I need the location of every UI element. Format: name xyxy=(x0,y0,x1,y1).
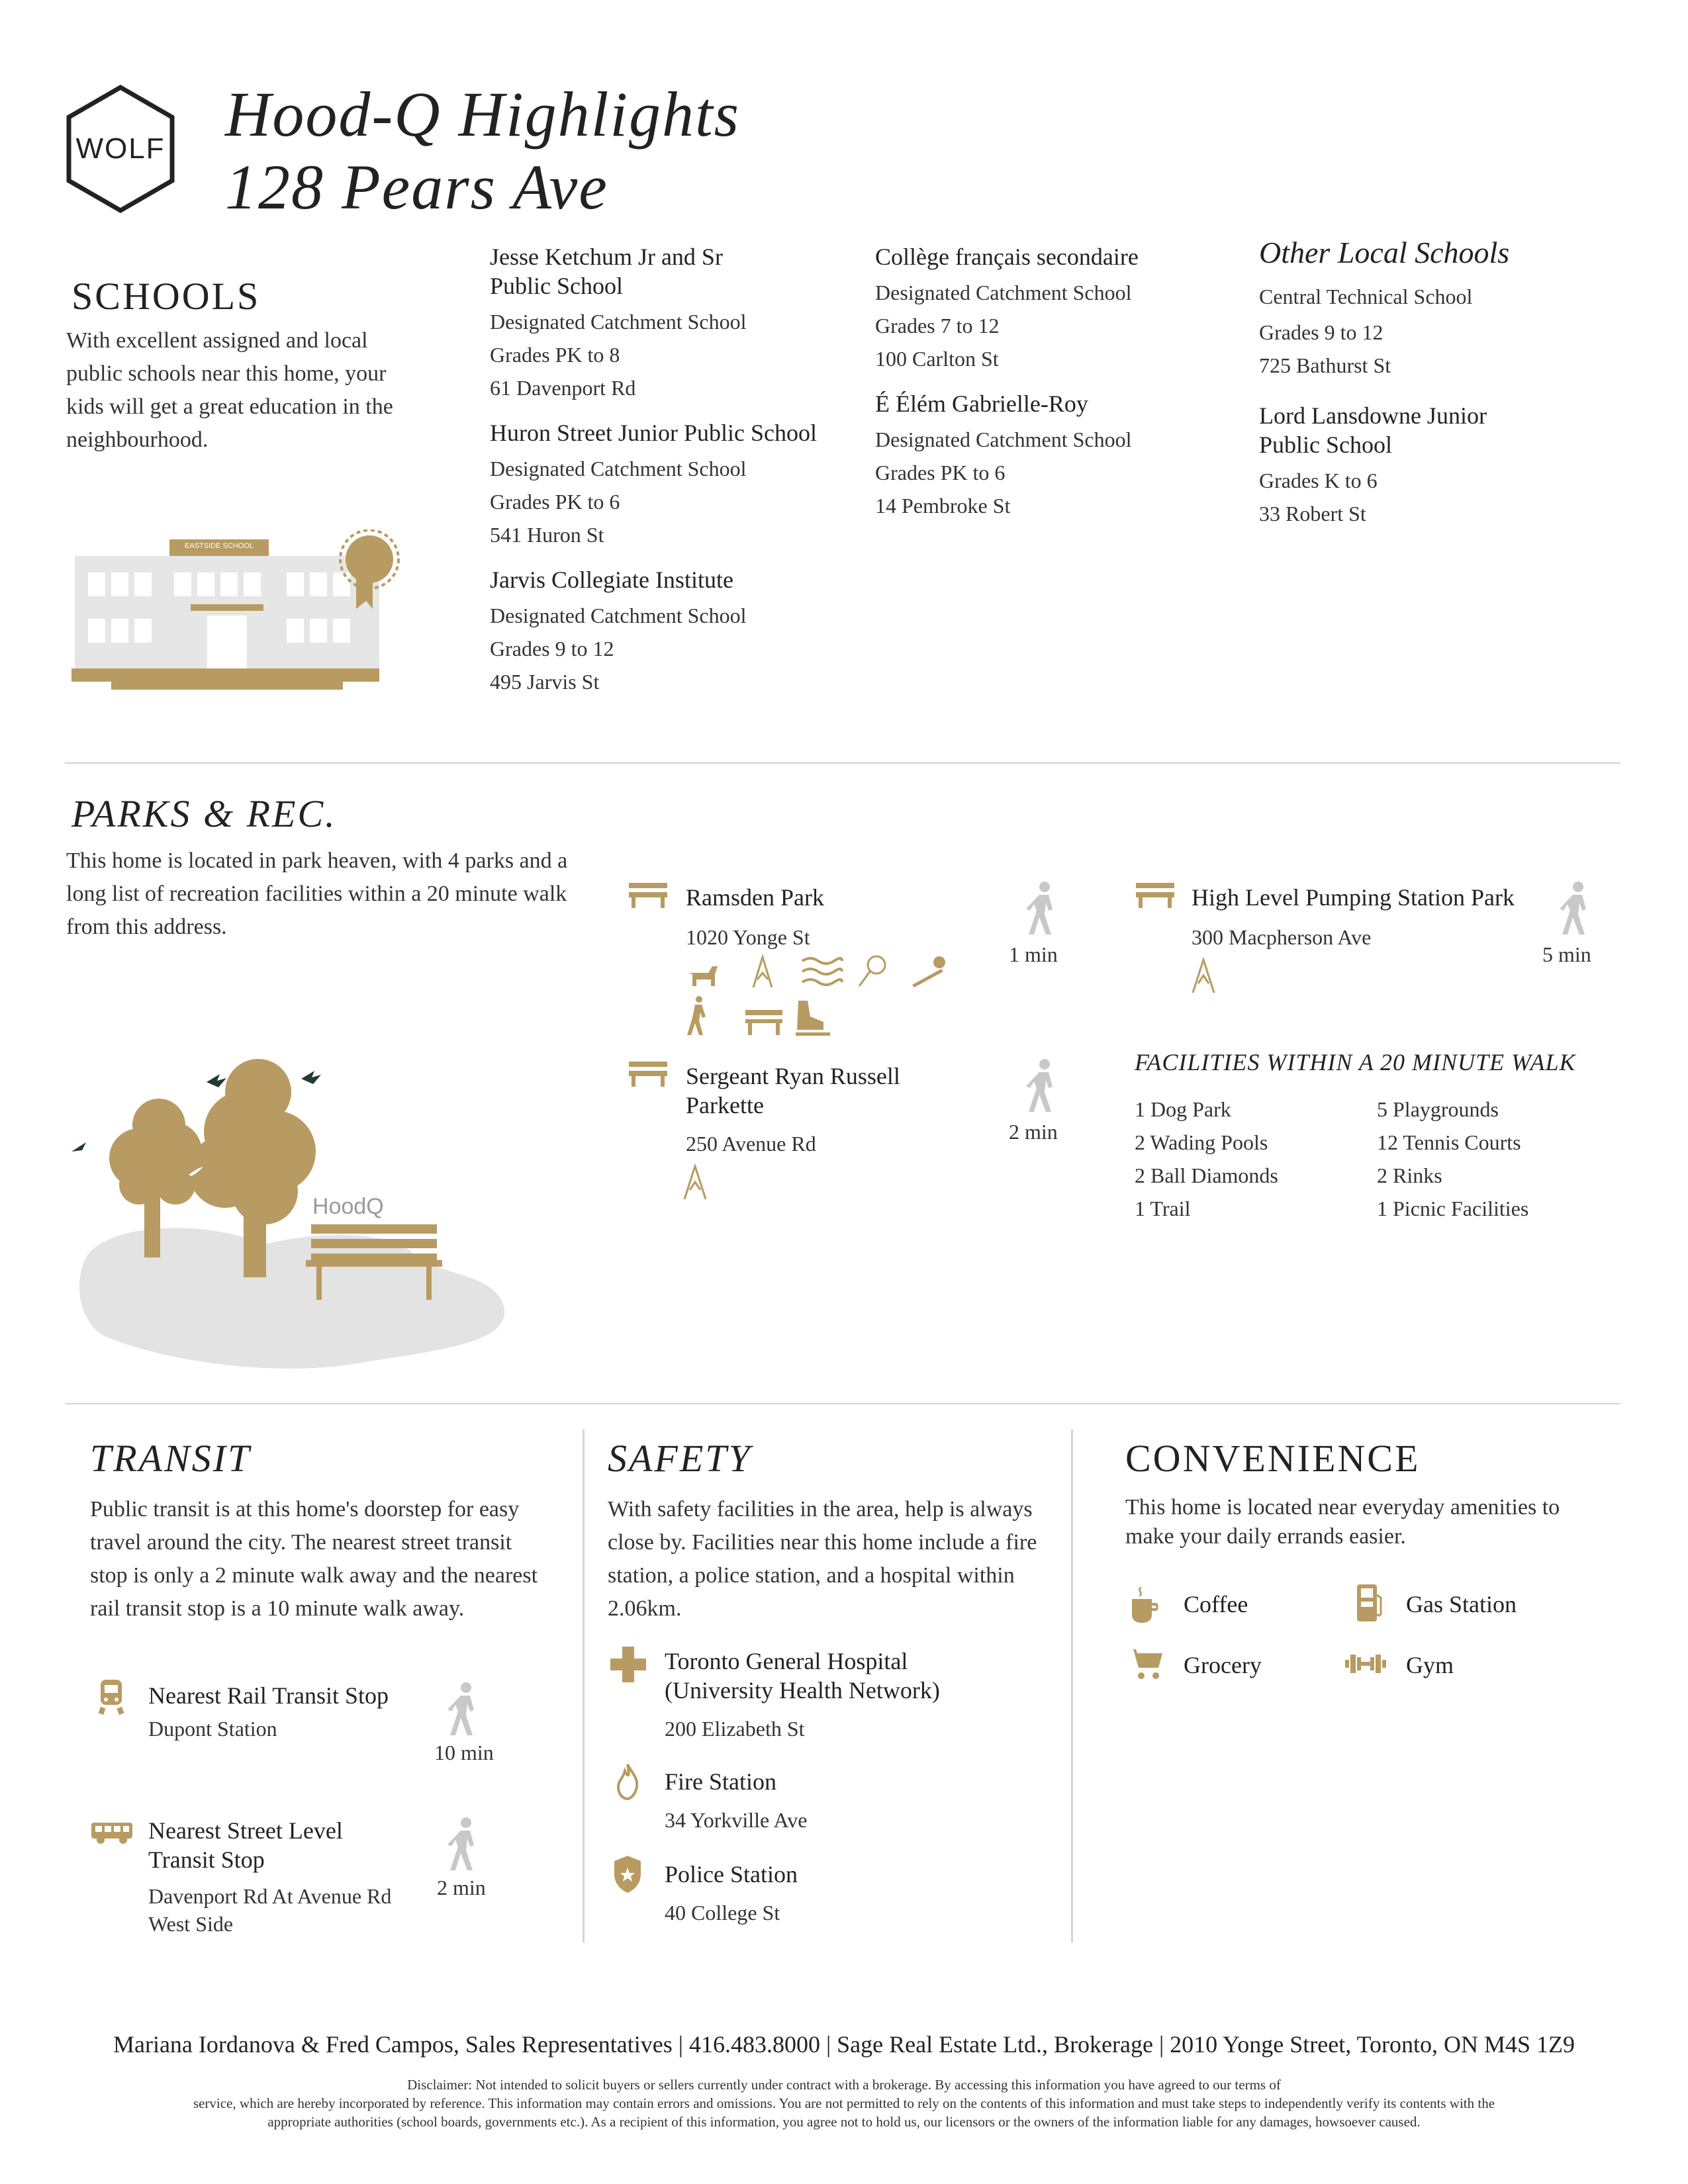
picnic-icon xyxy=(745,1010,782,1035)
safety-description: With safety facilities in the area, help is always close by. Facilities near this home include a fire station, a police station, and a hospital within 2.06km. xyxy=(608,1497,1037,1621)
walking-person-icon xyxy=(447,1816,483,1872)
bench-icon xyxy=(1135,882,1176,909)
school-grades: Grades 9 to 12 xyxy=(1259,320,1383,344)
school-name: É Élém Gabrielle-Roy xyxy=(875,390,1088,417)
police-station-label: Police Station xyxy=(665,1861,798,1888)
walking-person-icon xyxy=(1560,880,1595,936)
facility-item: 12 Tennis Courts xyxy=(1377,1130,1521,1154)
walk-time: 10 min xyxy=(434,1741,494,1764)
schools-description: With excellent assigned and local public schools near this home, your kids will get a great education in the neighbourhood. xyxy=(66,328,393,452)
footer-disclaimer-line2: service, which are hereby incorporated by reference. This information may contain errors and omissions. You are not permitted to rely on the contents of this information and must take steps to independently verify its contents with the xyxy=(193,2095,1495,2111)
fire-station-label: Fire Station xyxy=(665,1768,776,1795)
skate-icon xyxy=(796,1001,830,1036)
school-type: Designated Catchment School xyxy=(875,428,1132,451)
bench-icon xyxy=(628,882,669,909)
column-divider xyxy=(583,1430,585,1942)
trail-icon xyxy=(687,996,706,1035)
footer-disclaimer-line3: appropriate authorities (school boards, governments etc.). As a recipient of this information, you agree not to hold us, our licensors or the owners of the information liable for any damages, howsoever caused. xyxy=(267,2114,1421,2130)
school-type: Designated Catchment School xyxy=(490,310,747,334)
facilities-heading: FACILITIES WITHIN A 20 MINUTE WALK xyxy=(1135,1049,1576,1075)
fire-icon xyxy=(616,1763,639,1800)
baseball-icon xyxy=(912,956,945,987)
walking-person-icon xyxy=(1026,880,1062,936)
police-station-address: 40 College St xyxy=(665,1901,780,1925)
school-type: Designated Catchment School xyxy=(875,281,1132,304)
bus-icon xyxy=(90,1821,134,1845)
school-building-illustration xyxy=(71,529,402,695)
footer-disclaimer-line1: Disclaimer: Not intended to solicit buyers or sellers currently under contract with a brokerage. By accessing this information you have agreed to our terms of xyxy=(407,2077,1281,2093)
safety-heading: SAFETY xyxy=(608,1437,752,1480)
school-address: 495 Jarvis St xyxy=(490,670,600,694)
park-address: 250 Avenue Rd xyxy=(686,1132,816,1156)
school-name: Central Technical School xyxy=(1259,285,1473,308)
walk-time: 2 min xyxy=(437,1876,486,1899)
park-address: 1020 Yonge St xyxy=(686,925,810,949)
divider xyxy=(65,1403,1620,1404)
park-name: Ramsden Park xyxy=(686,884,824,911)
school-name: Huron Street Junior Public School xyxy=(490,420,817,446)
school-address: 100 Carlton St xyxy=(875,347,999,371)
rail-stop-label: Nearest Rail Transit Stop xyxy=(148,1682,389,1709)
playground-icon xyxy=(1190,957,1219,995)
logo-text: WOLF xyxy=(75,132,165,165)
gym-dumbbell-icon xyxy=(1344,1652,1387,1676)
school-name: Lord Lansdowne Junior Public School xyxy=(1259,402,1487,458)
facility-item: 2 Wading Pools xyxy=(1135,1130,1268,1154)
facility-item: 1 Dog Park xyxy=(1135,1097,1231,1121)
amenity-label: Gas Station xyxy=(1406,1591,1517,1617)
walk-time: 2 min xyxy=(1009,1120,1058,1144)
school-name: Collège français secondaire xyxy=(875,244,1139,270)
school-grades: Grades 9 to 12 xyxy=(490,637,614,660)
gas-pump-icon xyxy=(1354,1583,1383,1624)
school-grades: Grades PK to 6 xyxy=(490,490,620,514)
school-type: Designated Catchment School xyxy=(490,604,747,627)
parks-heading: PARKS & REC. xyxy=(71,792,337,835)
footer-contact: Mariana Iordanova & Fred Campos, Sales Representatives | 416.483.8000 | Sage Real Estate Ltd., Brokerage | 2010 Yonge Street, Toronto, ON M4S 1Z9 xyxy=(113,2031,1575,2058)
dog-icon xyxy=(688,966,718,986)
fire-station-address: 34 Yorkville Ave xyxy=(665,1808,808,1832)
facility-item: 2 Ball Diamonds xyxy=(1135,1163,1278,1187)
park-name: Sergeant Ryan Russell Parkette xyxy=(686,1063,900,1118)
facility-item: 2 Rinks xyxy=(1377,1163,1442,1187)
hospital-label: Toronto General Hospital (University Health Network) xyxy=(665,1648,940,1704)
school-grades: Grades K to 6 xyxy=(1259,469,1378,492)
school-list-col1 xyxy=(490,242,861,696)
park-illustration xyxy=(66,1032,516,1377)
school-name: Jarvis Collegiate Institute xyxy=(490,567,733,593)
school-list-col2 xyxy=(875,242,1233,520)
divider xyxy=(65,762,1620,764)
school-sign-text: EASTSIDE SCHOOL xyxy=(185,542,254,550)
hospital-cross-icon xyxy=(609,1645,647,1684)
hoodq-brand: HoodQ xyxy=(312,1194,384,1219)
street-stop-label: Nearest Street Level Transit Stop xyxy=(148,1817,343,1873)
amenity-label: Coffee xyxy=(1184,1591,1248,1617)
train-icon xyxy=(97,1678,126,1717)
schools-heading: SCHOOLS xyxy=(71,275,261,318)
wolf-logo xyxy=(65,85,176,213)
school-address: 61 Davenport Rd xyxy=(490,376,636,400)
other-schools-heading: Other Local Schools xyxy=(1259,236,1510,269)
facilities-grid xyxy=(1135,1095,1624,1223)
school-type: Designated Catchment School xyxy=(490,457,747,480)
transit-description: Public transit is at this home's doorstep for easy travel around the city. The nearest street transit stop is only a 2 minute walk away and the nearest rail transit stop is a 10 minute walk away. xyxy=(90,1497,538,1621)
walk-time: 5 min xyxy=(1542,942,1591,966)
park-name: High Level Pumping Station Park xyxy=(1192,884,1515,911)
hospital-address: 200 Elizabeth St xyxy=(665,1717,805,1741)
convenience-heading: CONVENIENCE xyxy=(1125,1437,1421,1480)
walk-time: 1 min xyxy=(1009,942,1058,966)
bench-icon xyxy=(628,1060,669,1088)
school-address: 725 Bathurst St xyxy=(1259,353,1391,377)
transit-heading: TRANSIT xyxy=(90,1437,252,1480)
school-grades: Grades PK to 6 xyxy=(875,461,1006,484)
police-badge-icon xyxy=(612,1854,643,1894)
page-title-line2: 128 Pears Ave xyxy=(225,152,608,222)
facility-item: 1 Trail xyxy=(1135,1197,1191,1220)
amenity-label: Gym xyxy=(1406,1652,1454,1678)
parks-description: This home is located in park heaven, with 4 parks and a long list of recreation facilities within a 20 minute walk from this address. xyxy=(66,848,568,939)
school-grades: Grades 7 to 12 xyxy=(875,314,1000,338)
walking-person-icon xyxy=(447,1681,483,1737)
tennis-icon xyxy=(859,956,885,986)
street-station: Davenport Rd At Avenue Rd West Side xyxy=(148,1884,392,1936)
facility-icons xyxy=(684,953,962,1039)
playground-icon xyxy=(753,957,772,987)
school-address: 33 Robert St xyxy=(1259,502,1366,525)
facility-item: 1 Picnic Facilities xyxy=(1377,1197,1529,1220)
school-grades: Grades PK to 8 xyxy=(490,343,620,367)
school-name: Jesse Ketchum Jr and Sr Public School xyxy=(490,244,723,299)
column-divider xyxy=(1071,1430,1073,1942)
page-title-line1: Hood-Q Highlights xyxy=(225,79,740,150)
coffee-icon xyxy=(1128,1584,1161,1624)
amenity-label: Grocery xyxy=(1184,1652,1262,1678)
convenience-description: This home is located near everyday amenities to make your daily errands easier. xyxy=(1125,1495,1560,1549)
grocery-cart-icon xyxy=(1125,1647,1165,1681)
playground-icon xyxy=(682,1163,711,1202)
park-address: 300 Macpherson Ave xyxy=(1192,925,1372,949)
wading-pool-icon xyxy=(802,958,842,985)
school-address: 14 Pembroke St xyxy=(875,494,1011,518)
school-address: 541 Huron St xyxy=(490,523,604,547)
rail-station: Dupont Station xyxy=(148,1717,277,1741)
other-schools xyxy=(1259,234,1630,528)
facility-item: 5 Playgrounds xyxy=(1377,1097,1499,1121)
walking-person-icon xyxy=(1026,1058,1062,1113)
